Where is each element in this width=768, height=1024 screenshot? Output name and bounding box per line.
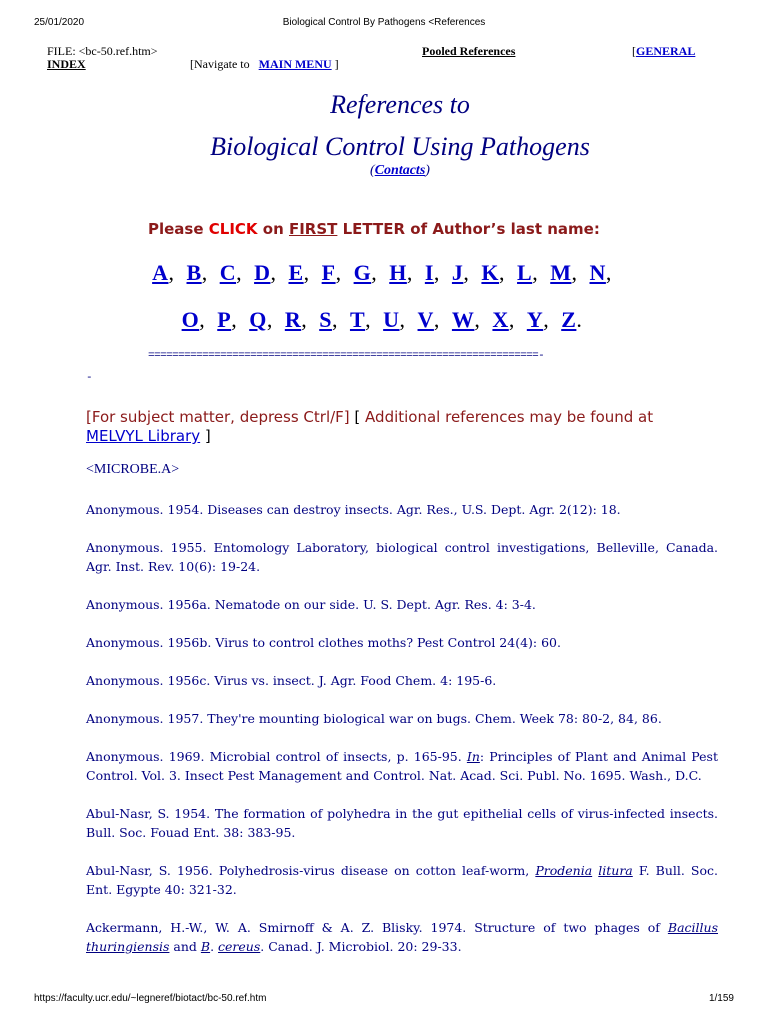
print-header xyxy=(0,17,768,31)
letter-link-f[interactable]: F xyxy=(321,260,336,285)
letter-link-j[interactable]: J xyxy=(451,260,464,285)
contacts-close: ) xyxy=(425,163,430,178)
letter-link-s[interactable]: S xyxy=(319,307,332,332)
letter-separator: , xyxy=(463,260,482,285)
letter-link-l[interactable]: L xyxy=(517,260,533,285)
letter-link-u[interactable]: U xyxy=(383,307,400,332)
letter-separator: , xyxy=(301,307,320,332)
subject-additional: Additional references may be found at xyxy=(360,408,654,426)
navigate-to xyxy=(190,57,339,72)
letter-link-z[interactable]: Z xyxy=(561,307,577,332)
letter-link-b[interactable]: B xyxy=(186,260,202,285)
letter-link-m[interactable]: M xyxy=(550,260,572,285)
ref-text: : Principles of Plant and Animal Pest Control. Vol. 3. Insect Pest Management and Control. Nat. Acad. Sci. Publ. No. 1695. Wash., D.C. xyxy=(86,749,718,783)
instruction xyxy=(148,220,708,238)
letter-link-h[interactable]: H xyxy=(389,260,407,285)
ref-species: cereus xyxy=(218,939,261,954)
letter-link-c[interactable]: C xyxy=(219,260,237,285)
subject-bracket-open: [ xyxy=(349,408,361,426)
main-menu-link[interactable]: MAIN MENU xyxy=(258,57,332,71)
divider-rule: =================================================================- xyxy=(148,350,545,362)
letter-separator: , xyxy=(231,307,250,332)
letter-separator: , xyxy=(433,260,452,285)
letter-separator: , xyxy=(335,260,354,285)
reference-item: Abul-Nasr, S. 1954. The formation of polyhedra in the gut epithelial cells of virus-infected insects. Bull. Soc. Fouad Ent. 38: 383-95. xyxy=(86,806,718,840)
letter-link-g[interactable]: G xyxy=(353,260,372,285)
instruction-first: FIRST xyxy=(288,220,338,238)
ref-species: litura xyxy=(598,863,633,878)
reference-item xyxy=(86,918,718,956)
letter-link-i[interactable]: I xyxy=(424,260,434,285)
letter-separator: , xyxy=(543,307,562,332)
print-footer xyxy=(0,993,768,1007)
letter-link-w[interactable]: W xyxy=(451,307,475,332)
contacts-open: ( xyxy=(370,163,375,178)
letter-link-y[interactable]: Y xyxy=(526,307,544,332)
letter-separator: , xyxy=(433,307,452,332)
subject-bracket-close: ] xyxy=(200,427,211,445)
ref-text: . xyxy=(210,939,219,954)
ref-text: Abul-Nasr, S. 1956. Polyhedrosis-virus disease on cotton leaf-worm, xyxy=(86,863,536,878)
letter-separator: , xyxy=(365,307,384,332)
reference-item: Anonymous. 1954. Diseases can destroy insects. Agr. Res., U.S. Dept. Agr. 2(12): 18. xyxy=(86,502,621,517)
letter-separator: , xyxy=(331,307,350,332)
contacts-link[interactable]: Contacts xyxy=(374,163,426,178)
instruction-rest: LETTER of Author’s last name: xyxy=(337,220,600,238)
letter-separator: , xyxy=(605,260,612,285)
letter-link-k[interactable]: K xyxy=(481,260,500,285)
letter-separator: , xyxy=(508,307,527,332)
letter-separator: , xyxy=(499,260,518,285)
letter-link-r[interactable]: R xyxy=(284,307,302,332)
letter-separator: , xyxy=(199,307,218,332)
letter-link-e[interactable]: E xyxy=(288,260,304,285)
letter-link-t[interactable]: T xyxy=(349,307,366,332)
navigate-prefix: [Navigate to xyxy=(190,57,250,71)
page-title-line1: References to xyxy=(330,90,470,119)
section-label: <MICROBE.A> xyxy=(86,462,180,477)
subject-notice xyxy=(86,408,706,446)
ref-text: and xyxy=(169,939,201,954)
instruction-please: Please xyxy=(148,220,209,238)
letter-link-p[interactable]: P xyxy=(217,307,232,332)
page-title-line2: Biological Control Using Pathogens xyxy=(210,132,590,161)
print-date: 25/01/2020 xyxy=(34,17,85,28)
divider-rule-continuation: - xyxy=(86,372,93,384)
melvyl-library-link[interactable]: MELVYL Library xyxy=(86,427,201,445)
reference-item: Anonymous. 1956b. Virus to control clothes moths? Pest Control 24(4): 60. xyxy=(86,635,561,650)
letter-separator: , xyxy=(571,260,590,285)
ref-text: Anonymous. 1969. Microbial control of insects, p. 165-95. xyxy=(86,749,467,764)
letter-separator: , xyxy=(406,260,425,285)
letter-separator: , xyxy=(532,260,551,285)
letter-separator: , xyxy=(371,260,390,285)
letter-link-q[interactable]: Q xyxy=(249,307,267,332)
pooled-references-link[interactable]: Pooled References xyxy=(422,44,516,58)
instruction-click: CLICK xyxy=(208,220,258,238)
letter-index-row1 xyxy=(0,260,766,286)
print-title: Biological Control By Pathogens <References xyxy=(282,17,486,28)
ref-genus-abbrev: B xyxy=(200,939,211,954)
general-index xyxy=(632,44,695,59)
reference-item: Anonymous. 1955. Entomology Laboratory, biological control investigations, Belleville, Canada. Agr. Inst. Rev. 10(6): 19-24. xyxy=(86,540,718,574)
reference-list xyxy=(86,500,718,975)
ref-in: In xyxy=(466,749,480,764)
letter-separator: . xyxy=(576,307,583,332)
letter-link-d[interactable]: D xyxy=(254,260,271,285)
print-page-number: 1/159 xyxy=(708,993,734,1004)
index-link[interactable]: INDEX xyxy=(47,57,86,71)
reference-item: Anonymous. 1956a. Nematode on our side. U. S. Dept. Agr. Res. 4: 3-4. xyxy=(86,597,536,612)
reference-item xyxy=(86,747,718,785)
ref-text: Ackermann, H.-W., W. A. Smirnoff & A. Z. Blisky. 1974. Structure of two phages of xyxy=(86,920,668,935)
general-bracket: [ xyxy=(632,44,636,58)
letter-separator: , xyxy=(399,307,418,332)
letter-separator: , xyxy=(474,307,493,332)
letter-link-n[interactable]: N xyxy=(589,260,606,285)
instruction-on: on xyxy=(257,220,289,238)
letter-separator: , xyxy=(236,260,255,285)
print-url: https://faculty.ucr.edu/~legneref/biotact/bc-50.ref.htm xyxy=(34,993,267,1004)
letter-link-a[interactable]: A xyxy=(152,260,169,285)
letter-link-v[interactable]: V xyxy=(417,307,434,332)
letter-separator: , xyxy=(270,260,289,285)
subject-ctrlf: [For subject matter, depress Ctrl/F] xyxy=(86,408,350,426)
reference-item: Anonymous. 1956c. Virus vs. insect. J. Agr. Food Chem. 4: 195-6. xyxy=(86,673,497,688)
ref-text: . Canad. J. Microbiol. 20: 29-33. xyxy=(260,939,462,954)
file-label: FILE: <bc-50.ref.htm> xyxy=(47,44,158,58)
letter-separator: , xyxy=(201,260,220,285)
reference-item: Anonymous. 1957. They're mounting biological war on bugs. Chem. Week 78: 80-2, 84, 86. xyxy=(86,711,662,726)
letter-separator: , xyxy=(266,307,285,332)
ref-genus: Prodenia xyxy=(535,863,593,878)
general-link[interactable]: GENERAL xyxy=(636,44,696,58)
letter-index-row2 xyxy=(0,307,766,333)
ref-text: F. Bull. Soc. Ent. Egypte 40: 321-32. xyxy=(86,863,718,897)
letter-link-x[interactable]: X xyxy=(492,307,509,332)
letter-link-o[interactable]: O xyxy=(181,307,200,332)
letter-separator: , xyxy=(168,260,187,285)
reference-item xyxy=(86,861,718,899)
navigate-suffix: ] xyxy=(334,57,339,71)
ref-genus: Bacillus thuringiensis xyxy=(86,920,718,954)
letter-separator: , xyxy=(303,260,322,285)
contacts xyxy=(0,163,768,179)
